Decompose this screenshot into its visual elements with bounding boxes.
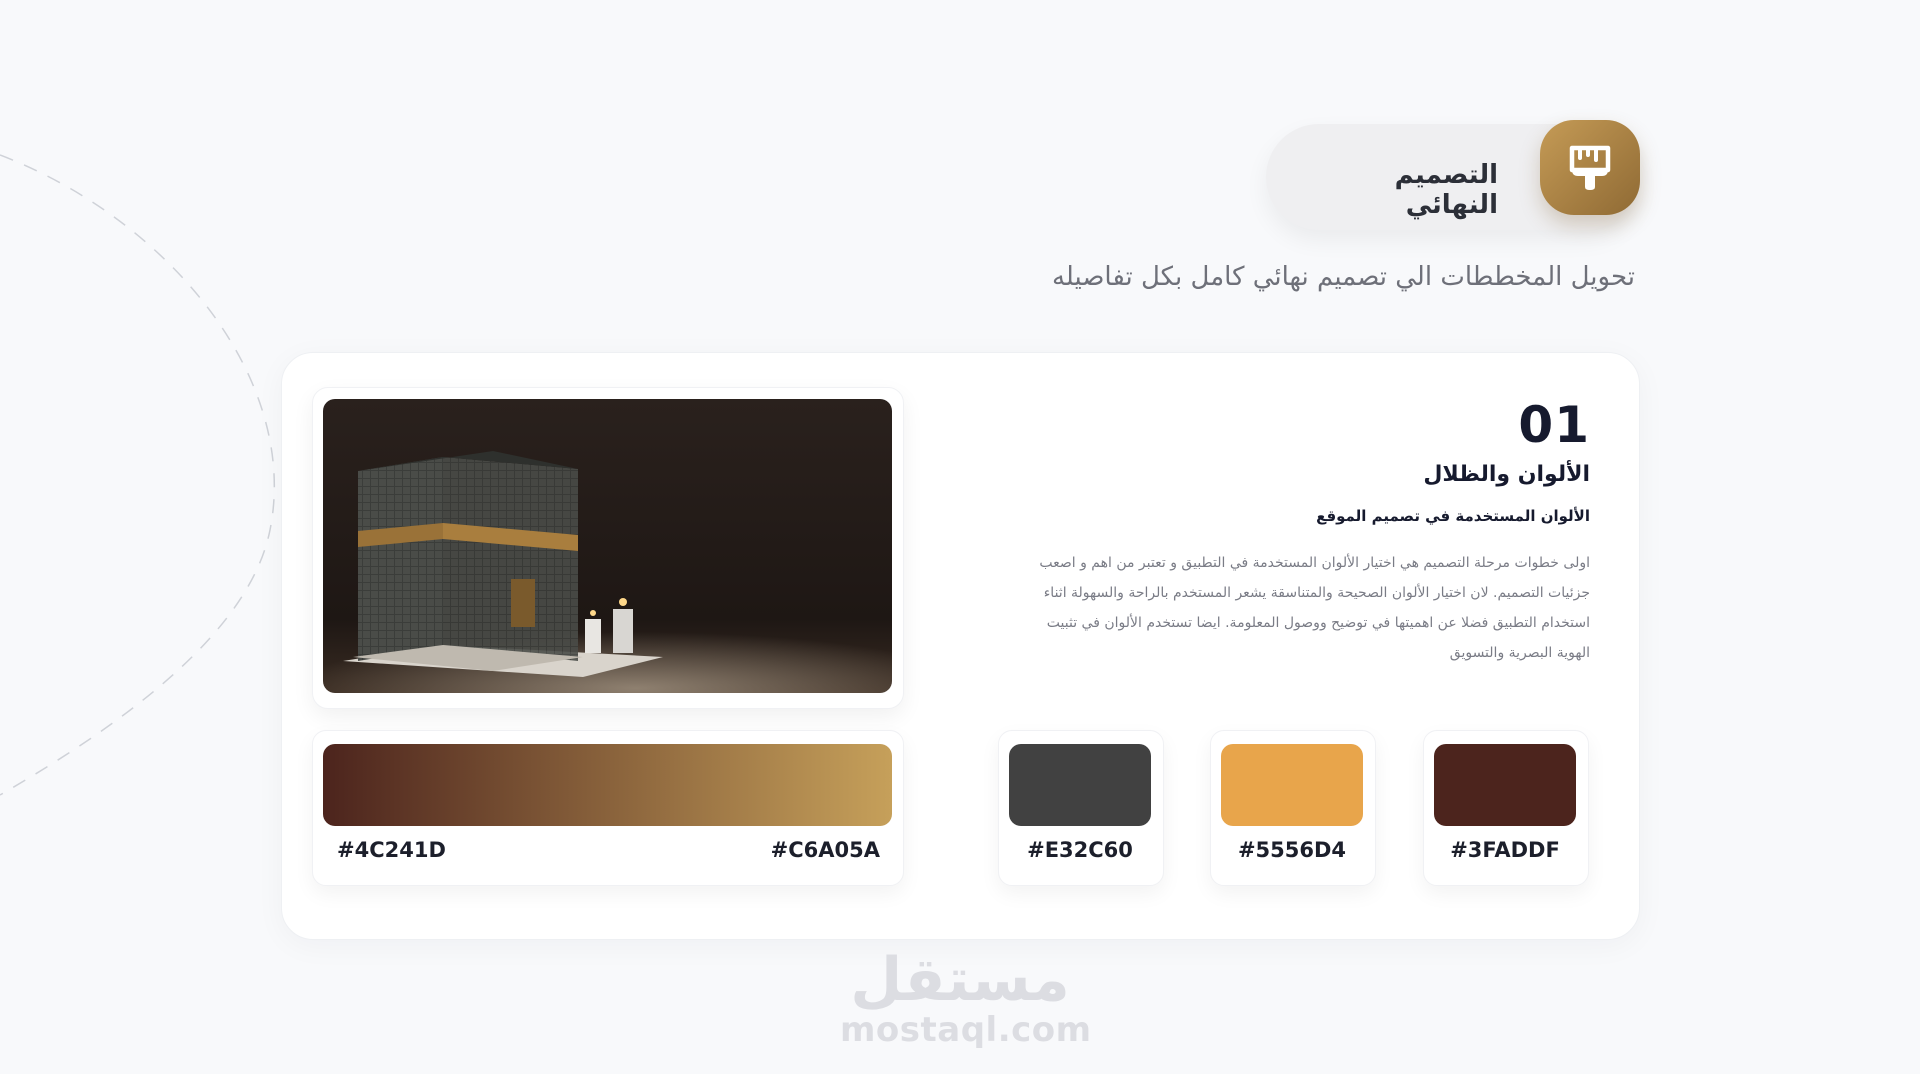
page-subtitle: تحويل المخططات الي تصميم نهائي كامل بكل تفاصيله bbox=[1051, 262, 1635, 292]
paint-brush-icon bbox=[1566, 142, 1614, 192]
page-title: التصميم النهائي bbox=[1394, 160, 1498, 220]
watermark-latin: mostaql.com bbox=[840, 1010, 1092, 1050]
color-swatch bbox=[1009, 744, 1151, 826]
color-swatch-label: #3FADDF bbox=[1450, 838, 1560, 862]
section-description: اولى خطوات مرحلة التصميم هي اختيار الألوان المستخدمة في التطبيق و تعتبر من اهم و اصعب جزئيات التصميم. لان اختيار الألوان الصحيحة والمتناسقة يشعر المستخدم بالراحة والسهولة اثناء استخدام التطبيق فضلا عن اهميتها في توضيح ووصول المعلومة. ايضا تستخدم الألوان في تثبيت الهوية البصرية والتسويق bbox=[1039, 555, 1590, 661]
color-swatch-label: #E32C60 bbox=[1027, 838, 1133, 862]
color-swatch bbox=[1434, 744, 1576, 826]
decorative-dashed-curve bbox=[0, 150, 300, 800]
kaaba-image bbox=[323, 399, 892, 693]
gradient-end-label: #C6A05A bbox=[770, 838, 880, 862]
color-swatch-label: #5556D4 bbox=[1237, 838, 1347, 862]
gradient-start-label: #4C241D bbox=[337, 838, 446, 862]
watermark-arabic: مستقل bbox=[850, 945, 1070, 1015]
paint-brush-badge bbox=[1540, 120, 1640, 215]
section-title: الألوان والظلال bbox=[1423, 462, 1590, 487]
step-number: 01 bbox=[1518, 396, 1590, 454]
gradient-color-bar bbox=[323, 744, 892, 826]
section-subtitle: الألوان المستخدمة في تصميم الموقع bbox=[1316, 507, 1590, 525]
color-swatch bbox=[1221, 744, 1363, 826]
